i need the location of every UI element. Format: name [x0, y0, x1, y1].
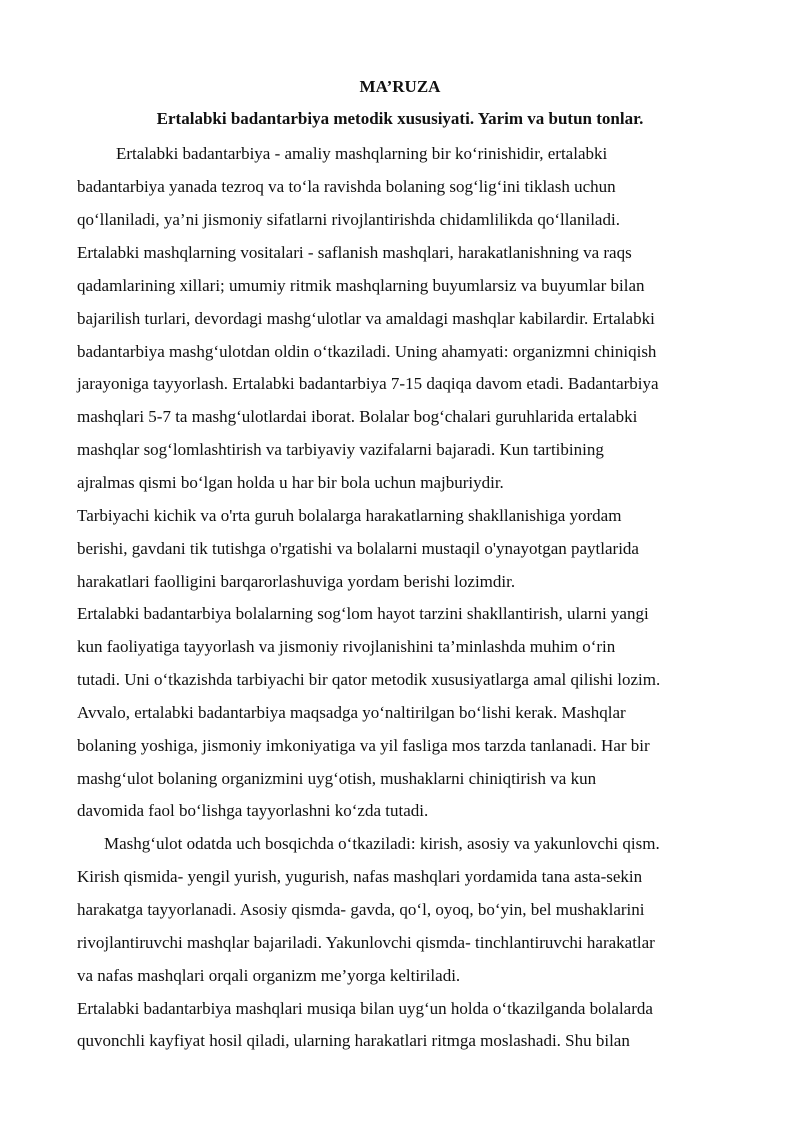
text-line: mashqlari 5-7 ta mashg‘ulotlardai iborat. Bolalar bog‘chalari guruhlarida ertalabki: [77, 407, 638, 426]
text-line: va nafas mashqlari orqali organizm me’yorga keltiriladi.: [77, 966, 461, 985]
text-line: Ertalabki mashqlarning vositalari - saflanish mashqlari, harakatlanishning va raqs: [77, 243, 632, 262]
text-line: Mashg‘ulot odatda uch bosqichda o‘tkaziladi: kirish, asosiy va yakunlovchi qism.: [104, 834, 660, 853]
text-line: kun faoliyatiga tayyorlash va jismoniy rivojlanishini ta’minlashda muhim o‘rin: [77, 637, 616, 656]
text-line: Ertalabki badantarbiya - amaliy mashqlarning bir ko‘rinishidir, ertalabki: [116, 144, 608, 163]
text-line: Tarbiyachi kichik va o'rta guruh bolalarga harakatlarning shakllanishiga yordam: [77, 506, 622, 525]
text-line: tutadi. Uni o‘tkazishda tarbiyachi bir qator metodik xususiyatlarga amal qilishi lozim.: [77, 670, 661, 689]
text-line: Avvalo, ertalabki badantarbiya maqsadga yo‘naltirilgan bo‘lishi kerak. Mashqlar: [77, 703, 626, 722]
text-line: bolaning yoshiga, jismoniy imkoniyatiga va yil fasliga mos tarzda tanlanadi. Har bir: [77, 736, 650, 755]
text-line: Kirish qismida- yengil yurish, yugurish, nafas mashqlari yordamida tana asta-sekin: [77, 867, 643, 886]
text-line: jarayoniga tayyorlash. Ertalabki badantarbiya 7-15 daqiqa davom etadi. Badantarbiya: [77, 374, 659, 393]
text-line: rivojlantiruvchi mashqlar bajariladi. Yakunlovchi qismda- tinchlantiruvchi harakatlar: [77, 933, 655, 952]
text-line: Ertalabki badantarbiya mashqlari musiqa bilan uyg‘un holda o‘tkazilganda bolalarda: [77, 999, 653, 1018]
page-subtitle: Ertalabki badantarbiya metodik xususiyati. Yarim va butun tonlar.: [156, 109, 644, 128]
text-line: qadamlarining xillari; umumiy ritmik mashqlarning buyumlarsiz va buyumlar bilan: [77, 276, 645, 295]
text-line: mashqlar sog‘lomlashtirish va tarbiyaviy vazifalarni bajaradi. Kun tartibining: [77, 440, 604, 459]
text-line: davomida faol bo‘lishga tayyorlashni ko‘zda tutadi.: [77, 801, 429, 820]
page-title: MA’RUZA: [359, 77, 441, 96]
text-line: quvonchli kayfiyat hosil qiladi, ularning harakatlari ritmga moslashadi. Shu bilan: [77, 1031, 630, 1050]
text-line: berishi, gavdani tik tutishga o'rgatishi va bolalarni mustaqil o'ynayotgan paytlarida: [77, 539, 639, 558]
text-line: ajralmas qismi bo‘lgan holda u har bir bola uchun majburiydir.: [77, 473, 504, 492]
text-line: harakatga tayyorlanadi. Asosiy qismda- gavda, qo‘l, oyoq, bo‘yin, bel mushaklarini: [77, 900, 645, 919]
text-line: mashg‘ulot bolaning organizmini uyg‘otish, mushaklarni chiniqtirish va kun: [77, 769, 597, 788]
text-line: badantarbiya mashg‘ulotdan oldin o‘tkaziladi. Uning ahamyati: organizmni chiniqish: [77, 342, 657, 361]
text-line: bajarilish turlari, devordagi mashg‘ulotlar va amaldagi mashqlar kabilardir. Ertalabki: [77, 309, 655, 328]
text-line: badantarbiya yanada tezroq va to‘la ravishda bolaning sog‘lig‘ini tiklash uchun: [77, 177, 616, 196]
text-line: qo‘llaniladi, ya’ni jismoniy sifatlarni rivojlantirishda chidamlilikda qo‘llaniladi.: [77, 210, 620, 229]
text-line: harakatlari faolligini barqarorlashuviga yordam berishi lozimdir.: [77, 572, 516, 591]
text-line: Ertalabki badantarbiya bolalarning sog‘lom hayot tarzini shakllantirish, ularni yangi: [77, 604, 649, 623]
